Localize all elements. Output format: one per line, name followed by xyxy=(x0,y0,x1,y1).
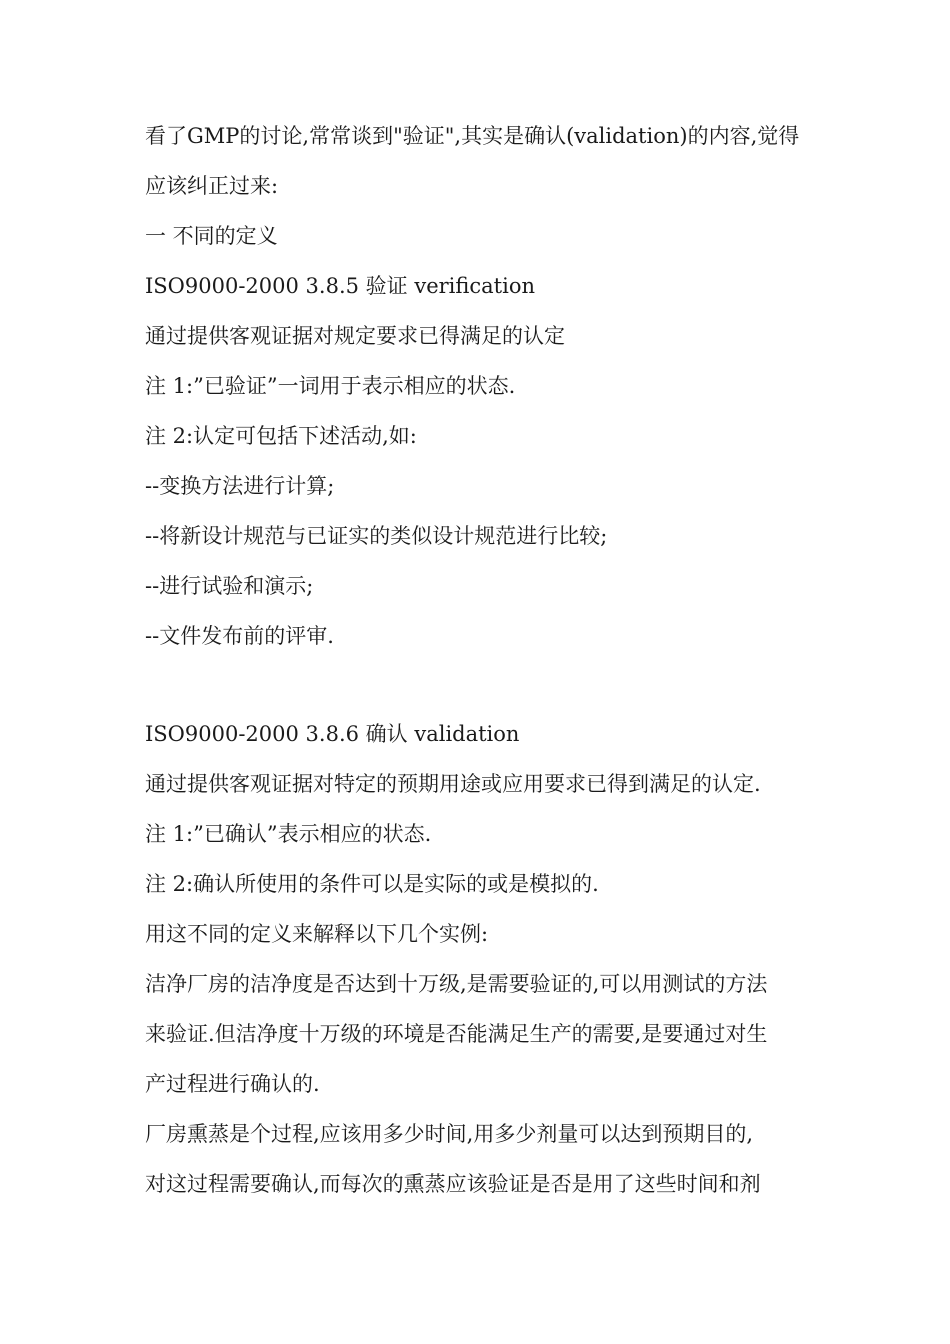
paragraph-intro-line-1: 看了GMP的讨论,常常谈到"验证",其实是确认(validation)的内容,觉得 xyxy=(145,124,800,148)
examples-intro: 用这不同的定义来解释以下几个实例: xyxy=(145,922,489,946)
example-cleanroom-line-2: 来验证.但洁净度十万级的环境是否能满足生产的需要,是要通过对生 xyxy=(145,1022,768,1046)
note-2-verification: 注 2:认定可包括下述活动,如: xyxy=(145,424,417,448)
paragraph-intro-line-2: 应该纠正过来: xyxy=(145,174,279,198)
note-2-validation: 注 2:确认所使用的条件可以是实际的或是模拟的. xyxy=(145,872,599,896)
list-item-calculation: --变换方法进行计算; xyxy=(145,474,335,498)
definition-text-verification: 通过提供客观证据对规定要求已得满足的认定 xyxy=(145,324,565,348)
section-heading: 一 不同的定义 xyxy=(145,224,278,248)
example-fumigation-line-1: 厂房熏蒸是个过程,应该用多少时间,用多少剂量可以达到预期目的, xyxy=(145,1122,754,1146)
list-item-testing: --进行试验和演示; xyxy=(145,574,314,598)
example-fumigation-line-2: 对这过程需要确认,而每次的熏蒸应该验证是否是用了这些时间和剂 xyxy=(145,1172,761,1196)
definition-heading-validation: ISO9000-2000 3.8.6 确认 validation xyxy=(145,722,520,746)
list-item-comparison: --将新设计规范与已证实的类似设计规范进行比较; xyxy=(145,524,608,548)
definition-heading-verification: ISO9000-2000 3.8.5 验证 verification xyxy=(145,274,535,298)
example-cleanroom-line-3: 产过程进行确认的. xyxy=(145,1072,320,1096)
list-item-review: --文件发布前的评审. xyxy=(145,624,334,648)
definition-text-validation: 通过提供客观证据对特定的预期用途或应用要求已得到满足的认定. xyxy=(145,772,761,796)
example-cleanroom-line-1: 洁净厂房的洁净度是否达到十万级,是需要验证的,可以用测试的方法 xyxy=(145,972,768,996)
note-1-validation: 注 1:”已确认”表示相应的状态. xyxy=(145,822,432,846)
note-1-verification: 注 1:”已验证”一词用于表示相应的状态. xyxy=(145,374,516,398)
